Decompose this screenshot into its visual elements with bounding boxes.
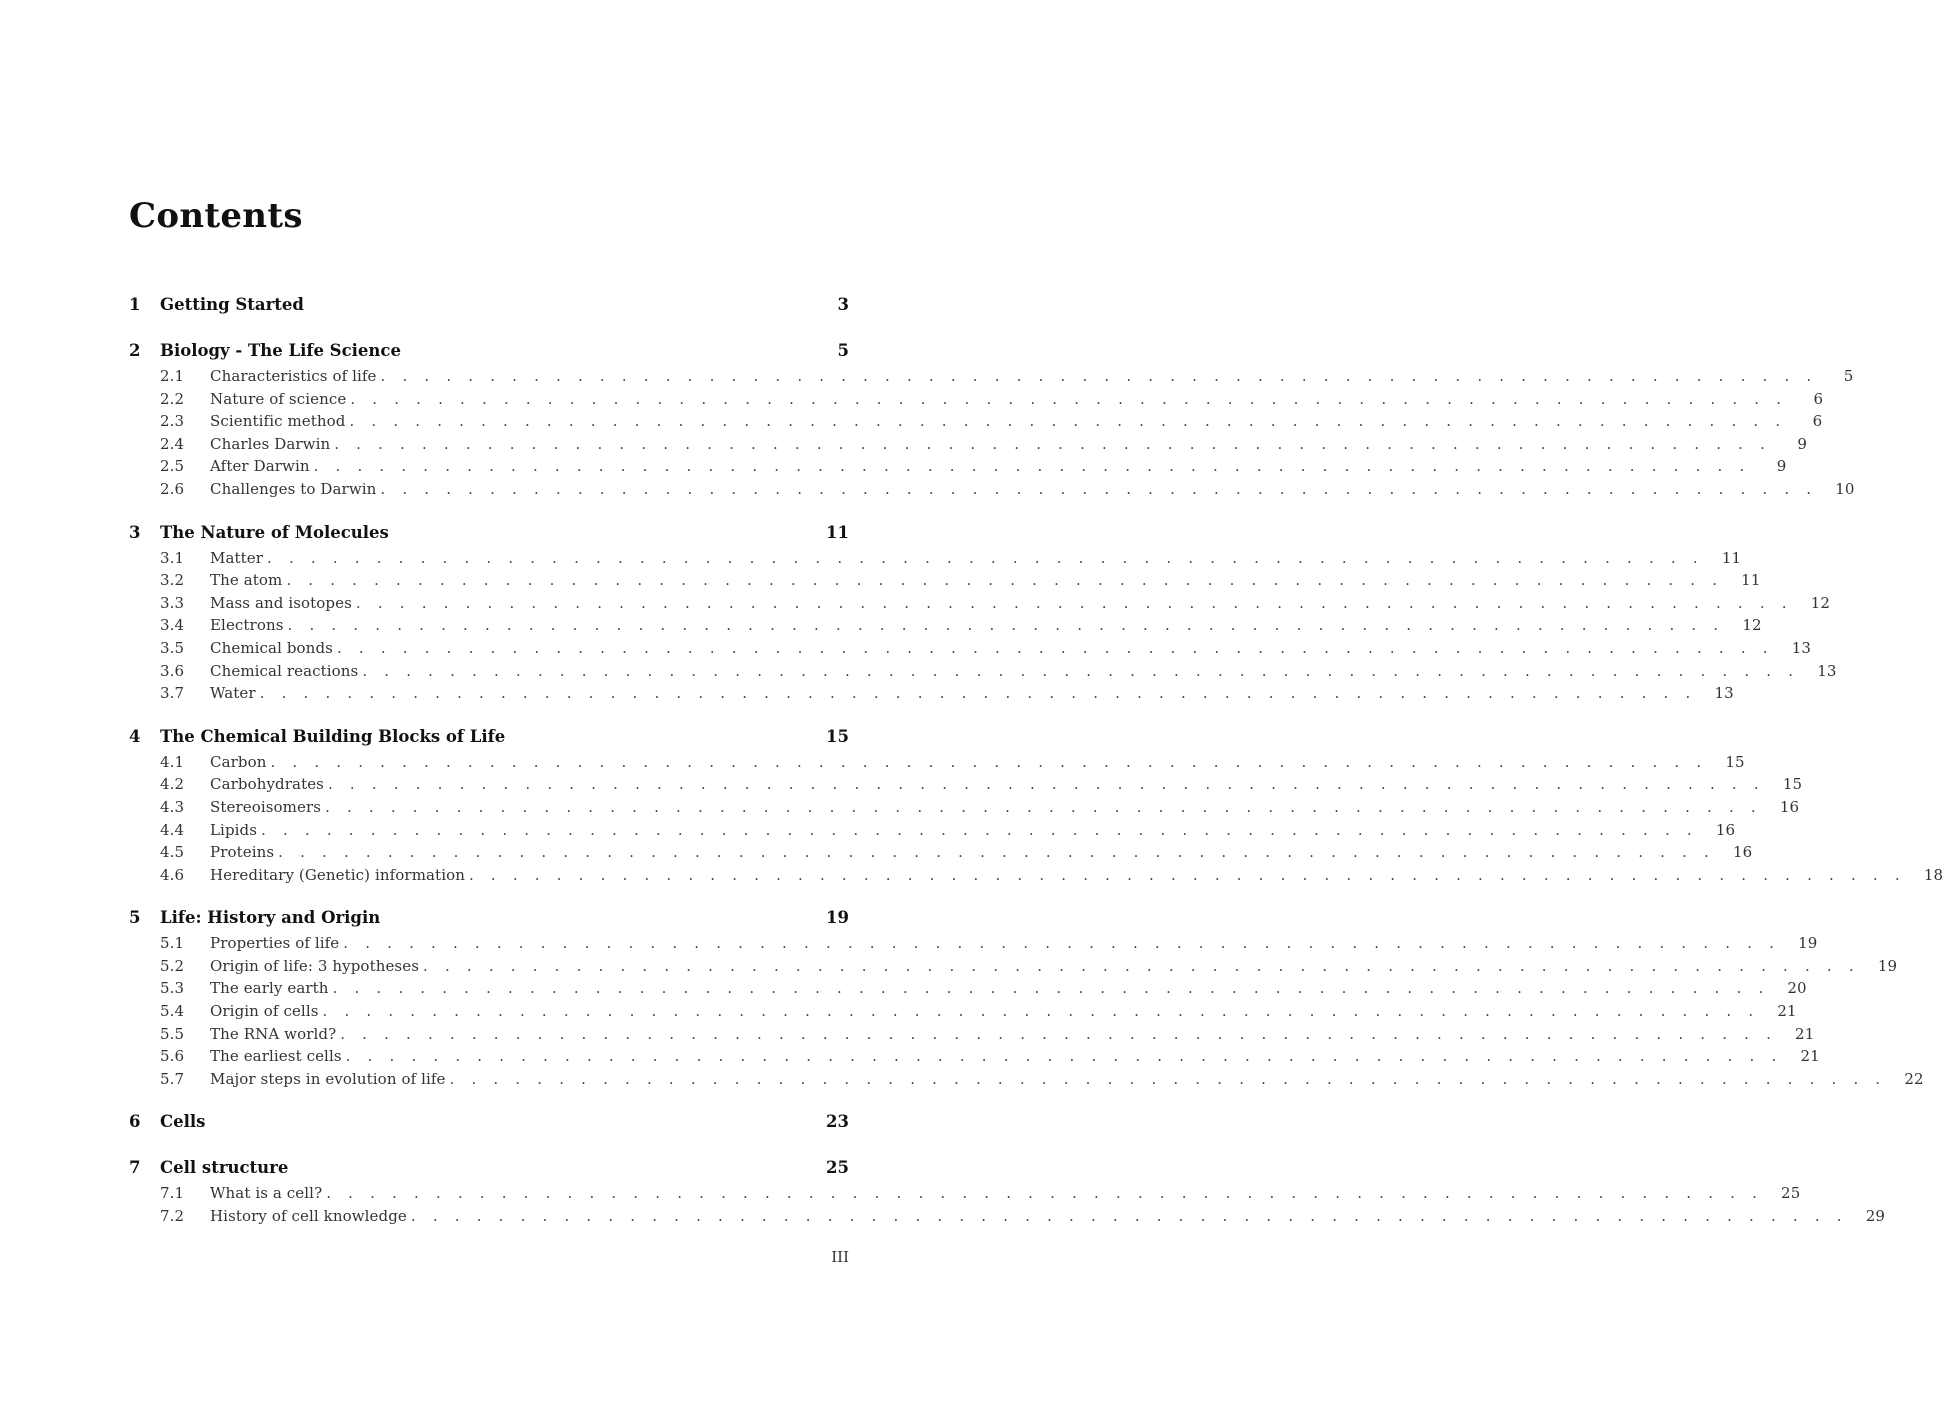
dot-leader: . . . . . . . . . . . . . . . . . . . . . . . . . . . . . . . . . . . . . . . . . . . . . . . . . . . . . . . . . . . . . . . . . . (362, 661, 1800, 680)
section-title: The atom (210, 571, 283, 590)
dot-leader: . . . . . . . . . . . . . . . . . . . . . . . . . . . . . . . . . . . . . . . . . . . . . . . . . . . . . . . . . . . . . . . . . . (325, 797, 1762, 816)
section-title: Matter (210, 548, 264, 567)
section-title: Origin of life: 3 hypotheses (210, 956, 420, 975)
section-page-number: 16 (1732, 843, 1753, 862)
chapter-title: The Nature of Molecules (160, 522, 389, 542)
section-number: 4.2 (160, 775, 185, 794)
toc-section-entry[interactable] (129, 751, 1745, 774)
chapter-title: Cell structure (160, 1158, 289, 1178)
toc-chapter (129, 291, 849, 319)
toc-chapter (129, 337, 1855, 501)
section-title: Electrons (210, 616, 284, 635)
toc-section-entry[interactable] (129, 1045, 1820, 1068)
section-title: Properties of life (210, 934, 340, 953)
section-page-number: 10 (1835, 479, 1855, 498)
toc-section-entry[interactable] (129, 614, 1762, 637)
section-title: Carbon (210, 752, 267, 771)
toc-section-entry[interactable] (129, 660, 1837, 683)
chapter-number: 6 (129, 1112, 141, 1132)
toc-section-entry[interactable] (129, 388, 1824, 411)
section-number: 3.3 (160, 593, 185, 612)
section-title: Carbohydrates (210, 775, 324, 794)
section-page-number: 13 (1714, 684, 1734, 703)
chapter-page-number: 25 (826, 1158, 849, 1178)
toc-chapter-entry[interactable] (129, 1108, 849, 1136)
dot-leader: . . . . . . . . . . . . . . . . . . . . . . . . . . . . . . . . . . . . . . . . . . . . . . . . . . . . . . . . . . . . . . . . . . (267, 548, 1704, 567)
section-title: Charles Darwin (210, 434, 331, 453)
section-number: 4.5 (160, 843, 185, 862)
section-page-number: 25 (1781, 1184, 1801, 1203)
chapter-number: 5 (129, 908, 141, 928)
section-title: Chemical bonds (210, 638, 333, 657)
table-of-contents (129, 291, 1943, 1228)
section-number: 7.2 (160, 1207, 185, 1226)
section-title: The early earth (210, 979, 329, 998)
section-number: 5.5 (160, 1024, 185, 1043)
dot-leader: . . . . . . . . . . . . . . . . . . . . . . . . . . . . . . . . . . . . . . . . . . . . . . . . . . . . . . . . . . . . . . . . . . (345, 1047, 1783, 1066)
toc-section-entry[interactable] (129, 433, 1808, 456)
section-page-number: 11 (1741, 571, 1761, 590)
dot-leader: . . . . . . . . . . . . . . . . . . . . . . . . . . . . . . . . . . . . . . . . . . . . . . . . . . . . . . . . . . . . . . . . . . (380, 367, 1818, 385)
section-page-number: 21 (1800, 1047, 1820, 1066)
toc-section-entry[interactable] (129, 864, 1943, 887)
toc-section-entry[interactable] (129, 478, 1855, 501)
toc-section-entry[interactable] (129, 773, 1803, 796)
chapter-number: 1 (129, 295, 141, 314)
section-number: 3.5 (160, 638, 185, 657)
section-page-number: 5 (1843, 367, 1854, 385)
chapter-page-number: 11 (826, 522, 849, 542)
dot-leader: . . . . . . . . . . . . . . . . . . . . . . . . . . . . . . . . . . . . . . . . . . . . . . . . . . . . . . . . . . . . . . . . . . (286, 571, 1724, 590)
section-number: 3.6 (160, 661, 185, 680)
section-title: Chemical reactions (210, 661, 359, 680)
section-title: Challenges to Darwin (210, 479, 377, 498)
dot-leader: . . . . . . . . . . . . . . . . . . . . . . . . . . . . . . . . . . . . . . . . . . . . . . . . . . . . . . . . . . . . . . . . . . (449, 1069, 1887, 1088)
chapter-number: 2 (129, 341, 141, 360)
dot-leader: . . . . . . . . . . . . . . . . . . . . . . . . . . . . . . . . . . . . . . . . . . . . . . . . . . . . . . . . . . . . . . . . . . (410, 1207, 1848, 1226)
section-number: 4.6 (160, 865, 185, 884)
section-page-number: 22 (1904, 1069, 1924, 1088)
section-title: Mass and isotopes (210, 593, 352, 612)
section-page-number: 15 (1782, 775, 1803, 794)
toc-section-entry[interactable] (129, 592, 1831, 615)
section-page-number: 16 (1715, 820, 1736, 839)
chapter-title: Getting Started (160, 295, 304, 314)
toc-chapter-entry[interactable] (129, 904, 849, 932)
section-title: History of cell knowledge (210, 1207, 407, 1226)
dot-leader: . . . . . . . . . . . . . . . . . . . . . . . . . . . . . . . . . . . . . . . . . . . . . . . . . . . . . . . . . . . . . . . . . . (336, 638, 1774, 657)
dot-leader: . . . . . . . . . . . . . . . . . . . . . . . . . . . . . . . . . . . . . . . . . . . . . . . . . . . . . . . . . . . . . . . . . . (313, 457, 1751, 476)
toc-section-entry[interactable] (129, 796, 1800, 819)
section-page-number: 15 (1725, 752, 1745, 771)
page-folio: III (831, 1248, 849, 1266)
section-title: Characteristics of life (210, 367, 377, 385)
section-number: 2.4 (160, 434, 185, 453)
section-title: Stereoisomers (210, 797, 322, 816)
section-page-number: 11 (1721, 548, 1742, 567)
dot-leader: . . . . . . . . . . . . . . . . . . . . . . . . . . . . . . . . . . . . . . . . . . . . . . . . . . . . . . . . . . . . . . . . . . (278, 843, 1715, 862)
toc-section-entry[interactable] (129, 1182, 1801, 1205)
dot-leader: . . . . . . . . . . . . . . . . . . . . . . . . . . . . . . . . . . . . . . . . . . . . . . . . . . . . . . . . . . . . . . . . . . (349, 412, 1787, 431)
toc-section-entry[interactable] (129, 547, 1742, 570)
toc-section-entry[interactable] (129, 932, 1818, 955)
section-title: Water (210, 684, 256, 703)
dot-leader: . . . . . . . . . . . . . . . . . . . . . . . . . . . . . . . . . . . . . . . . . . . . . . . . . . . . . . . . . . . . . . . . . . (423, 956, 1860, 975)
toc-chapter (129, 519, 1837, 705)
chapter-page-number: 15 (826, 726, 849, 746)
dot-leader: . . . . . . . . . . . . . . . . . . . . . . . . . . . . . . . . . . . . . . . . . . . . . . . . . . . . . . . . . . . . . . . . . . (259, 684, 1697, 703)
section-page-number: 9 (1776, 457, 1787, 476)
dot-leader: . . . . . . . . . . . . . . . . . . . . . . . . . . . . . . . . . . . . . . . . . . . . . . . . . . . . . . . . . . . . . . . . . . (340, 1024, 1778, 1043)
section-number: 2.1 (160, 367, 185, 385)
page-title: Contents (129, 196, 303, 236)
section-page-number: 13 (1791, 638, 1812, 657)
section-page-number: 19 (1798, 934, 1818, 953)
section-number: 3.4 (160, 616, 185, 635)
section-page-number: 29 (1865, 1207, 1886, 1226)
toc-section-entry[interactable] (129, 455, 1787, 478)
section-title: What is a cell? (210, 1184, 323, 1203)
section-number: 5.6 (160, 1047, 185, 1066)
toc-chapter (129, 904, 1924, 1090)
dot-leader: . . . . . . . . . . . . . . . . . . . . . . . . . . . . . . . . . . . . . . . . . . . . . . . . . . . . . . . . . . . . . . . . . . (334, 434, 1772, 453)
chapter-number: 4 (129, 726, 141, 746)
section-title: Hereditary (Genetic) information (210, 865, 465, 884)
section-number: 4.1 (160, 752, 185, 771)
toc-chapter (129, 1154, 1886, 1227)
toc-chapter-entry[interactable] (129, 1154, 849, 1182)
chapter-title: Life: History and Origin (160, 908, 381, 928)
chapter-title: Biology - The Life Science (160, 341, 401, 360)
section-page-number: 6 (1813, 389, 1824, 408)
toc-section-entry[interactable] (129, 682, 1734, 705)
section-page-number: 16 (1779, 797, 1800, 816)
toc-chapter-entry[interactable] (129, 519, 849, 547)
chapter-page-number: 3 (837, 295, 849, 314)
dot-leader: . . . . . . . . . . . . . . . . . . . . . . . . . . . . . . . . . . . . . . . . . . . . . . . . . . . . . . . . . . . . . . . . . . (350, 389, 1788, 408)
section-page-number: 18 (1923, 865, 1943, 884)
toc-chapter (129, 723, 1943, 887)
section-title: Major steps in evolution of life (210, 1069, 446, 1088)
section-title: Lipids (210, 820, 258, 839)
dot-leader: . . . . . . . . . . . . . . . . . . . . . . . . . . . . . . . . . . . . . . . . . . . . . . . . . . . . . . . . . . . . . . . . . . (380, 479, 1818, 498)
toc-section-entry[interactable] (129, 1023, 1815, 1046)
section-number: 2.6 (160, 479, 185, 498)
section-number: 2.2 (160, 389, 185, 408)
toc-section-entry[interactable] (129, 819, 1736, 842)
section-title: Proteins (210, 843, 275, 862)
toc-section-entry[interactable] (129, 569, 1761, 592)
toc-section-entry[interactable] (129, 955, 1898, 978)
section-number: 2.3 (160, 412, 185, 431)
toc-section-entry[interactable] (129, 1000, 1797, 1023)
dot-leader: . . . . . . . . . . . . . . . . . . . . . . . . . . . . . . . . . . . . . . . . . . . . . . . . . . . . . . . . . . . . . . . . . . (468, 865, 1906, 884)
section-number: 5.2 (160, 956, 185, 975)
chapter-number: 3 (129, 522, 141, 542)
chapter-page-number: 5 (837, 341, 849, 360)
dot-leader: . . . . . . . . . . . . . . . . . . . . . . . . . . . . . . . . . . . . . . . . . . . . . . . . . . . . . . . . . . . . . . . . . . (326, 1184, 1764, 1203)
section-title: Origin of cells (210, 1002, 319, 1021)
dot-leader: . . . . . . . . . . . . . . . . . . . . . . . . . . . . . . . . . . . . . . . . . . . . . . . . . . . . . . . . . . . . . . . . . . (322, 1002, 1760, 1021)
dot-leader: . . . . . . . . . . . . . . . . . . . . . . . . . . . . . . . . . . . . . . . . . . . . . . . . . . . . . . . . . . . . . . . . . . (355, 593, 1793, 612)
section-number: 2.5 (160, 457, 185, 476)
section-number: 3.2 (160, 571, 185, 590)
section-page-number: 21 (1777, 1002, 1797, 1021)
section-number: 3.1 (160, 548, 185, 567)
toc-section-entry[interactable] (129, 637, 1812, 660)
dot-leader: . . . . . . . . . . . . . . . . . . . . . . . . . . . . . . . . . . . . . . . . . . . . . . . . . . . . . . . . . . . . . . . . . . (287, 616, 1725, 635)
section-title: After Darwin (210, 457, 310, 476)
toc-chapter-entry[interactable] (129, 723, 849, 751)
section-page-number: 9 (1797, 434, 1808, 453)
section-number: 7.1 (160, 1184, 185, 1203)
toc-section-entry[interactable] (129, 410, 1823, 433)
toc-chapter-entry[interactable] (129, 291, 849, 319)
section-title: The RNA world? (210, 1024, 337, 1043)
section-page-number: 12 (1810, 593, 1831, 612)
chapter-page-number: 19 (826, 908, 849, 928)
section-number: 5.3 (160, 979, 185, 998)
toc-section-entry[interactable] (129, 977, 1807, 1000)
chapter-page-number: 23 (826, 1112, 849, 1132)
section-number: 5.7 (160, 1069, 185, 1088)
section-number: 4.4 (160, 820, 185, 839)
section-number: 4.3 (160, 797, 185, 816)
chapter-title: Cells (160, 1112, 206, 1132)
toc-chapter-entry[interactable] (129, 337, 849, 365)
section-page-number: 21 (1795, 1024, 1815, 1043)
toc-section-entry[interactable] (129, 841, 1753, 864)
section-page-number: 13 (1817, 661, 1837, 680)
dot-leader: . . . . . . . . . . . . . . . . . . . . . . . . . . . . . . . . . . . . . . . . . . . . . . . . . . . . . . . . . . . . . . . . . . (343, 934, 1781, 953)
section-page-number: 19 (1877, 956, 1898, 975)
section-title: The earliest cells (210, 1047, 342, 1066)
dot-leader: . . . . . . . . . . . . . . . . . . . . . . . . . . . . . . . . . . . . . . . . . . . . . . . . . . . . . . . . . . . . . . . . . . (270, 752, 1708, 771)
section-number: 5.4 (160, 1002, 185, 1021)
section-page-number: 6 (1812, 412, 1823, 431)
section-title: Scientific method (210, 412, 346, 431)
section-page-number: 12 (1742, 616, 1762, 635)
chapter-title: The Chemical Building Blocks of Life (160, 726, 506, 746)
toc-section-entry[interactable] (129, 1068, 1924, 1091)
dot-leader: . . . . . . . . . . . . . . . . . . . . . . . . . . . . . . . . . . . . . . . . . . . . . . . . . . . . . . . . . . . . . . . . . . (261, 820, 1698, 839)
section-number: 3.7 (160, 684, 185, 703)
toc-chapter (129, 1108, 849, 1136)
section-page-number: 20 (1787, 979, 1807, 998)
dot-leader: . . . . . . . . . . . . . . . . . . . . . . . . . . . . . . . . . . . . . . . . . . . . . . . . . . . . . . . . . . . . . . . . . . (327, 775, 1765, 794)
toc-section-entry[interactable] (129, 1205, 1886, 1228)
section-title: Nature of science (210, 389, 347, 408)
chapter-number: 7 (129, 1158, 141, 1178)
section-number: 5.1 (160, 934, 185, 953)
toc-section-entry[interactable] (129, 365, 1854, 388)
dot-leader: . . . . . . . . . . . . . . . . . . . . . . . . . . . . . . . . . . . . . . . . . . . . . . . . . . . . . . . . . . . . . . . . . . (332, 979, 1770, 998)
